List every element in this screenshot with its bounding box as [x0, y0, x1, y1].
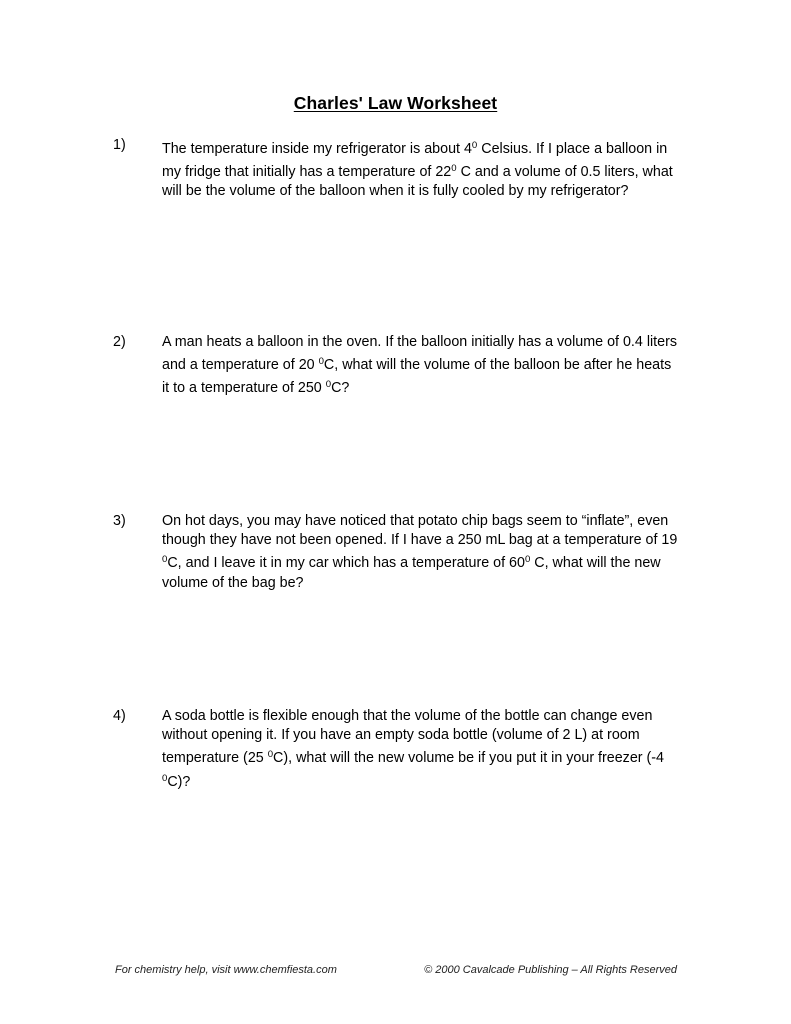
question-text: [162, 707, 678, 792]
question-text: [162, 512, 678, 593]
question-text-part: C and a volume of 0.5 liters, what will be the volume of the balloon when it is fully cooled by my refrigerator?: [162, 164, 673, 200]
question-text-part: Celsius. If I place a balloon in my fridge that initially has a temperature of 22: [162, 141, 668, 181]
page-title-text: Charles' Law Worksheet: [293, 93, 498, 113]
question-number: 4): [113, 708, 126, 724]
question-text-part: A man heats a balloon in the oven. If the balloon initially has a volume of 0.4 liters and a temperature of 20: [162, 334, 678, 374]
question-item: [113, 333, 683, 399]
question-text-part: C), what will the new volume be if you put it in your freezer (-4: [273, 750, 664, 767]
degree-superscript: 0: [318, 356, 324, 368]
degree-superscript: 0: [162, 554, 168, 566]
question-text: [162, 333, 678, 399]
footer-copyright: © 2000 Cavalcade Publishing – All Rights Reserved: [424, 964, 677, 976]
page-title: [0, 93, 791, 113]
degree-superscript: 0: [162, 772, 168, 784]
degree-superscript: 0: [524, 554, 531, 566]
question-item: [113, 707, 683, 792]
question-text-part: C, and I leave it in my car which has a temperature of 60: [167, 555, 525, 572]
question-number: 2): [113, 334, 126, 350]
degree-superscript: 0: [267, 749, 274, 761]
question-text-part: A soda bottle is flexible enough that the volume of the bottle can change even without opening it. If you have an empty soda bottle (volume of 2 L) at room temperature (25: [162, 708, 653, 767]
question-text-part: C, what will the volume of the balloon be after he heats it to a temperature of 250: [162, 357, 672, 397]
question-text-part: The temperature inside my refrigerator is about 4: [162, 141, 472, 157]
question-text-part: C)?: [167, 773, 191, 790]
footer-help-text: For chemistry help, visit www.chemfiesta.com: [115, 964, 337, 976]
question-text-part: C, what will the new volume of the bag be?: [162, 555, 661, 591]
question-text-part: C?: [331, 380, 350, 397]
degree-superscript: 0: [451, 163, 457, 175]
degree-superscript: 0: [471, 140, 478, 151]
question-number: 3): [113, 513, 126, 529]
question-item: [113, 136, 683, 202]
question-number: 1): [113, 137, 126, 153]
degree-superscript: 0: [325, 379, 332, 391]
question-item: [113, 512, 683, 593]
question-text: [162, 136, 678, 202]
question-text-part: On hot days, you may have noticed that potato chip bags seem to “inflate”, even though they have not been opened. If I have a 250 mL bag at a temperature of 19: [162, 513, 678, 549]
